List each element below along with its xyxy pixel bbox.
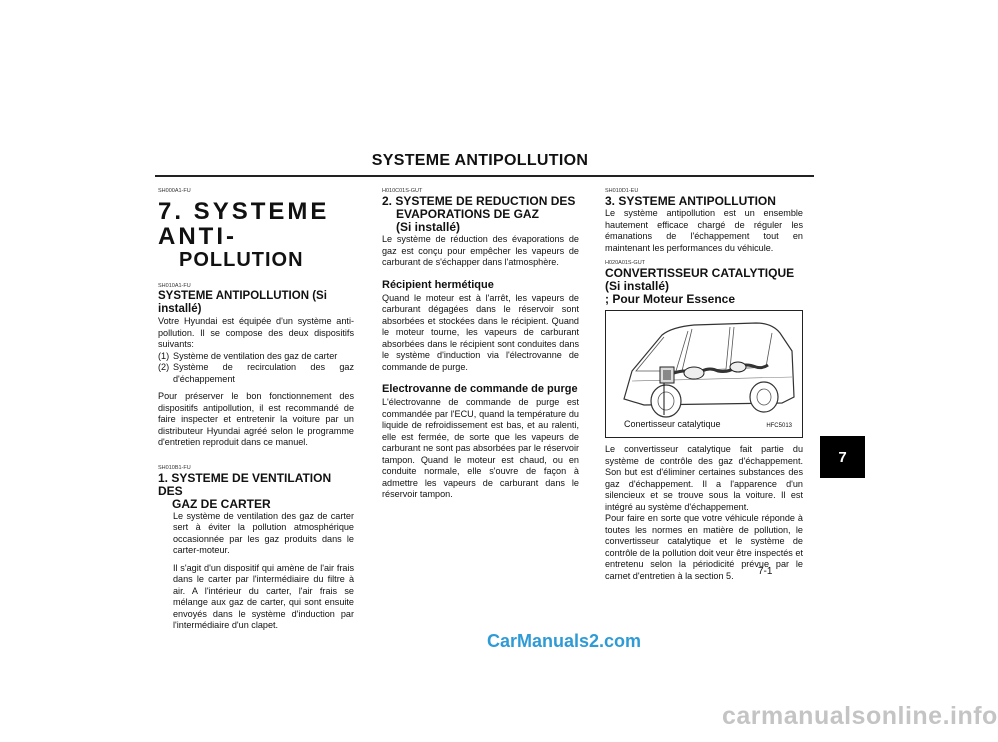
- section-code: SH010B1-FU: [158, 464, 191, 471]
- intro-paragraph: Votre Hyundai est équipée d'un système anti-pollution. Il se compose des deux dispositifs suivants:: [158, 316, 354, 349]
- figure-code: HFC5013: [766, 423, 792, 429]
- list-text: Système de ventilation des gaz de carter: [173, 350, 338, 361]
- page-title: SYSTEME ANTIPOLLUTION: [371, 152, 589, 169]
- section-code: SH010D1-EU: [605, 188, 639, 194]
- section-heading: 3. SYSTEME ANTIPOLLUTION: [605, 194, 776, 208]
- section-heading: 1. SYSTEME DE VENTILATION DES: [158, 470, 332, 498]
- header-rule: [155, 175, 814, 177]
- section-heading-cont: GAZ DE CARTER: [172, 496, 271, 511]
- section-heading-cont: EVAPORATIONS DE GAZ: [396, 207, 539, 221]
- section-code: SH000A1-FU: [158, 188, 191, 194]
- section-heading: SYSTEME ANTIPOLLUTION (Si installé): [158, 290, 327, 315]
- chapter-title-cont: POLLUTION: [179, 249, 304, 271]
- section-heading-cont: (Si installé): [396, 220, 461, 234]
- section-heading: 2. SYSTEME DE REDUCTION DES: [382, 194, 576, 208]
- paragraph: Il s'agit d'un dispositif qui amène de l'air frais dans le carter par l'intermédiaire du filtre à air. A l'intérieur du carter, l'air frais se mélange aux gaz de carter, qui sont ensuite envoyés dans le système d'induction par l'intermédiaire d'un clapet.: [173, 562, 354, 630]
- subheading: Récipient hermétique: [382, 278, 494, 291]
- catalytic-converter-figure: [605, 310, 803, 438]
- list-number: (1): [158, 350, 170, 361]
- figure-label: Conertisseur catalytique: [624, 419, 721, 429]
- paragraph: Pour faire en sorte que votre véhicule réponde à toutes les normes en matière de pollution, le convertisseur catalytique et le système de contrôle de la pollution doit veur être inspectés et entretenu selon la périodicité prévue par le carnet d'entretien à la section 5.: [605, 513, 803, 581]
- list-number: (2): [158, 362, 170, 372]
- column-1: [158, 188, 354, 632]
- section-code: H020A01S-GUT: [605, 260, 646, 266]
- page-number: 7-1: [758, 566, 773, 577]
- paragraph: Le système antipollution est un ensemble hautement efficace chargé de réguler les émanations de l'échappement tout en maintenant les performances du véhicule.: [605, 208, 803, 253]
- paragraph: L'électrovanne de commande de purge est commandée par l'ECU, quand la température du liquide de refroidissement est bas, et au ralenti, elle est fermée, de sorte que les vapeurs de carburant ne sont pas absorbées par le réservoir tampon. Quand le moteur est chaud, ou en conduite normale, elle s'ouvre de façon à admettre les vapeurs de carburant dans le réservoir tampon.: [382, 397, 579, 499]
- section-heading-cont: (Si installé): [605, 279, 670, 293]
- section-heading: CONVERTISSEUR CATALYTIQUE: [605, 266, 795, 280]
- list-item: [158, 351, 354, 363]
- watermark-link[interactable]: CarManuals2.com: [487, 631, 642, 651]
- watermark-footer: carmanualsonline.info: [722, 702, 998, 730]
- column-3: [605, 188, 803, 582]
- section-code: SH010A1-FU: [158, 283, 191, 289]
- list-text: Système de recirculation des gaz d'échappement: [173, 362, 354, 384]
- chapter-tab: 7: [820, 436, 865, 478]
- paragraph: Le convertisseur catalytique fait partie du système de contrôle des gaz d'échappement. Son but est d'éliminer certaines substances des gaz d'échappement. Il a l'apparence d'un silencieux et se trouve sous la voiture. Il est intégré au système d'échappement.: [605, 444, 803, 512]
- list-item: [158, 362, 354, 385]
- chapter-title: 7. SYSTEME ANTI-: [158, 198, 330, 250]
- subheading: Electrovanne de commande de purge: [382, 383, 578, 395]
- column-2: [382, 188, 579, 501]
- paragraph: Quand le moteur est à l'arrêt, les vapeurs de carburant dégagées dans le réservoir sont absorbées et stockées dans le récipient. Quand le moteur tourne, les vapeurs de carburant absorbées dans le récipient sont conduites dans le système d'induction via l'électrovanne de commande de purge.: [382, 292, 579, 372]
- paragraph: Le système de réduction des évaporations de gaz est conçu pour empêcher les vapeurs de carburant de s'échapper dans l'atmosphère.: [382, 234, 579, 267]
- section-code: H010C01S-GUT: [382, 188, 423, 194]
- paragraph: Le système de ventilation des gaz de carter sert à éviter la pollution atmosphérique occasionnée par les gaz produits dans le carter-moteur.: [173, 510, 354, 555]
- maintenance-paragraph: Pour préserver le bon fonctionnement des dispositifs antipollution, il est recommandé de faire inspecter et entretenir la voiture par un distributeur Hyundai agréé selon le programme d'entretien reproduit dans ce manuel.: [158, 391, 354, 447]
- section-heading-cont: ; Pour Moteur Essence: [605, 292, 736, 306]
